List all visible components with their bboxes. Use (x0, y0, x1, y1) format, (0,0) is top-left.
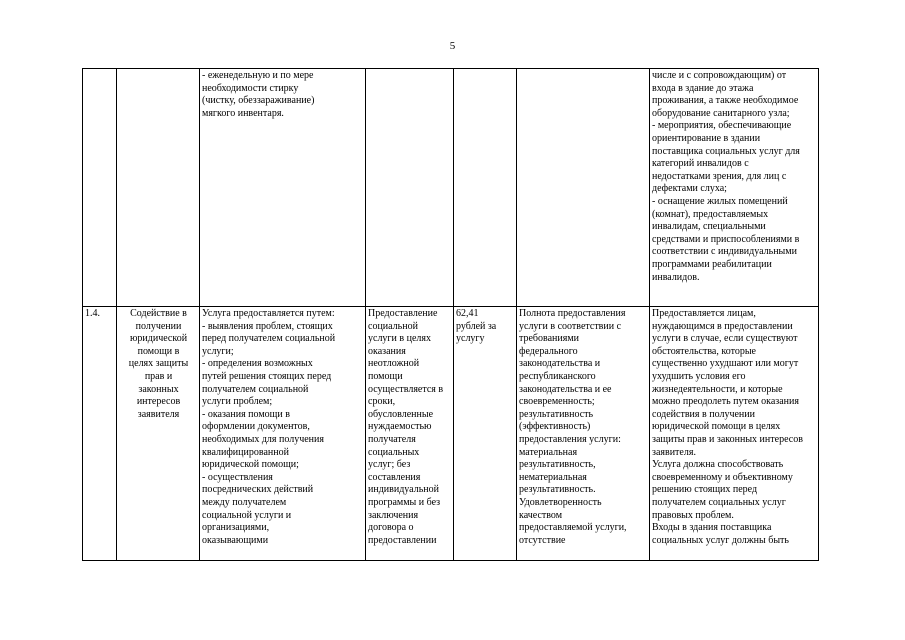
cell-price (454, 69, 517, 307)
cell-quality (517, 69, 650, 307)
services-table (82, 68, 819, 561)
cell-conditions: Предоставляется лицам, нуждающимся в предоставлении услуги в случае, если существуют обстоятельства, которые существенно ухудшают или могут ухудшить условия его жизнедеятельности, и которые можно преодолеть путем оказания содействия в получении юридической помощи в целях защиты прав и законных интересов заявителя. Услуга должна способствовать своевременному и объективному решению стоящих перед получателем социальных услуг правовых проблем. Входы в здания поставщика социальных услуг должны быть (650, 307, 819, 561)
cell-terms: Предоставление социальной услуги в целях оказания неотложной помощи осуществляется в сроки, обусловленные нуждаемостью получателя социальных услуг; без составления индивидуальной программы и без заключения договора о предоставлении (366, 307, 454, 561)
cell-number (83, 69, 117, 307)
table-row (83, 69, 819, 307)
cell-price: 62,41 рублей за услугу (454, 307, 517, 561)
cell-description: Услуга предоставляется путем: - выявления проблем, стоящих перед получателем социальной услуги; - определения возможных путей решения стоящих перед получателем социальной услуги проблем; - оказания помощи в оформлении документов, необходимых для получения квалифицированной юридической помощи; - осуществления посреднических действий между получателем социальной услуги и организациями, оказывающими (200, 307, 366, 561)
cell-conditions: числе и с сопровождающим) от входа в здание до этажа проживания, а также необходимое оборудование санитарного узла; - мероприятия, обеспечивающие ориентирование в здании поставщика социальных услуг для категорий инвалидов с недостатками зрения, для лиц с дефектами слуха; - оснащение жилых помещений (комнат), предоставляемых инвалидам, специальными средствами и приспособлениями в соответствии с индивидуальными программами реабилитации инвалидов. (650, 69, 819, 307)
cell-quality: Полнота предоставления услуги в соответствии с требованиями федерального законодательства и республиканского законодательства и ее своевременность; результативность (эффективность) предоставления услуги: материальная результативность, нематериальная результативность. Удовлетворенность качеством предоставляемой услуги, отсутствие (517, 307, 650, 561)
cell-terms (366, 69, 454, 307)
cell-number: 1.4. (83, 307, 117, 561)
cell-service-name: Содействие в получении юридической помощи в целях защиты прав и законных интересов заявителя (117, 307, 200, 561)
cell-service-name (117, 69, 200, 307)
page-number: 5 (449, 40, 456, 52)
table-row (83, 307, 819, 561)
cell-description: - еженедельную и по мере необходимости стирку (чистку, обеззараживание) мягкого инвентаря. (200, 69, 366, 307)
